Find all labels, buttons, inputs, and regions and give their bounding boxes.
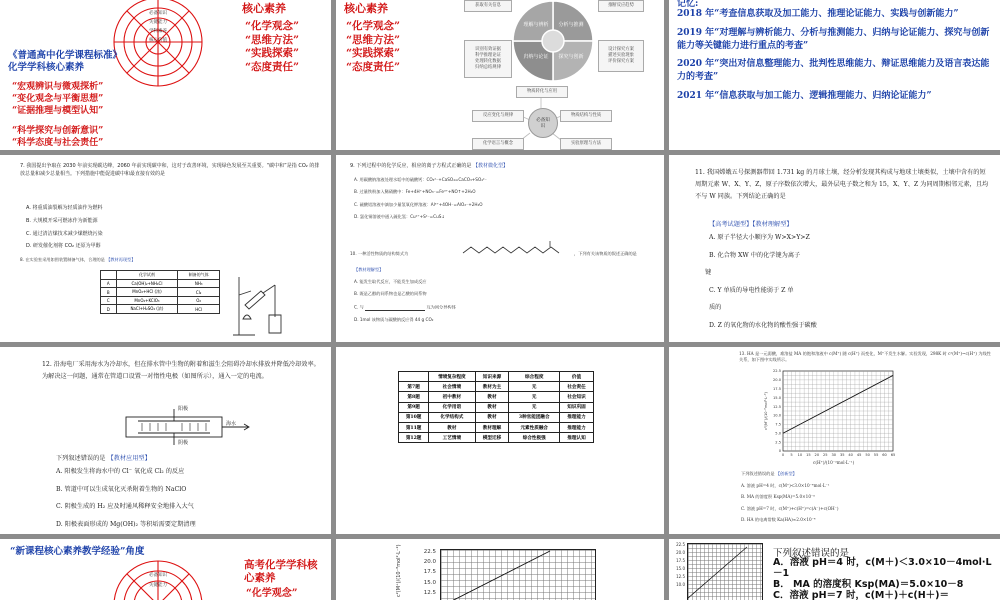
- side-list: [245, 20, 299, 75]
- table-cell: 教材: [475, 402, 509, 412]
- x-tick-label: 55: [873, 453, 879, 457]
- table-cell: D: [101, 305, 117, 314]
- exam-year-row: 2021 年“信息获取与加工能力、逻辑推理能力、归纳论证能力”: [677, 90, 932, 101]
- y-tick: 17.5: [676, 558, 685, 563]
- slide-thumbnail-4[interactable]: [0, 155, 331, 342]
- knowledge-box-top: 物质转化与应用: [516, 86, 568, 98]
- q13-lead: [741, 471, 797, 477]
- slide-thumbnail-3[interactable]: [669, 0, 1000, 150]
- option: B. 管道中可以生成氧化灭杀附着生物的 NaClO: [56, 485, 187, 493]
- side-item: “化学观念”: [246, 588, 298, 599]
- option-c-start: C. 与: [354, 304, 364, 310]
- apparatus-illustration: [225, 267, 285, 339]
- memo-head: 记忆:: [677, 0, 699, 9]
- q9-options: [354, 177, 654, 220]
- q10-tag: 【教材理解型】: [354, 267, 384, 272]
- table-cell: 教材: [429, 422, 475, 432]
- table-header: 知识来源: [475, 372, 509, 382]
- y-tick-label: 5.0: [775, 431, 781, 436]
- table-cell: Cl₂: [178, 288, 220, 297]
- q11-options: [705, 233, 989, 331]
- slide-title: “新课程核心素养教学经验”角度: [10, 546, 145, 557]
- option: C. 硫酸铝溶液中滴加少量氢氧化钾溶液：Al³⁺+4OH⁻=AlO₂⁻+2H₂O: [354, 201, 483, 207]
- question-8: [20, 257, 320, 263]
- box-line: 描述实验现象: [608, 52, 634, 58]
- chart-line-zoom: [687, 543, 761, 600]
- q13-options: [773, 558, 995, 600]
- box-line: 归纳总结规律: [475, 65, 501, 71]
- chart-y-label-text: c²(M⁺)/(10⁻⁸mol²·L⁻²): [396, 544, 402, 597]
- chart-plot-area: [764, 369, 895, 457]
- exam-year-row: 2020 年“突出对信息整理能力、批判性思维能力、辩证思维能力及语言表达能力的考查”: [677, 59, 990, 83]
- option: C．溶液 pH＝7 时，c(M＋)＋c(H＋)＝: [773, 589, 949, 600]
- pie-label-1: 理解与辨析: [523, 22, 549, 28]
- table-row: [101, 288, 220, 297]
- option: B. 大规模开采可燃冰作为新能源: [26, 217, 98, 224]
- side-item: “态度责任”: [245, 60, 300, 73]
- x-tick-label: 0: [781, 453, 785, 457]
- question-7: 7. 我国提出争取在 2030 年前实现碳达峰，2060 年前实现碳中和，这对于改善环境，实现绿色发展至关重要。“碳中和”是指 CO₂ 的排放总量和减少总量相当。下列措施中能促进碳中和最直接有效的是: [20, 163, 320, 177]
- x-tick-label: 10: [797, 453, 803, 457]
- side-item: “思维方法”: [346, 33, 401, 46]
- slide-thumbnail-11[interactable]: [336, 539, 664, 600]
- option: 键: [705, 269, 712, 277]
- question-9: [350, 163, 655, 171]
- option: A. 阳极发生将海水中的 Cl⁻ 氧化成 Cl₂ 的反应: [56, 468, 185, 475]
- structure-formula: [461, 241, 571, 259]
- table-cell: 推理能力: [560, 422, 594, 432]
- y-tick: 10.0: [676, 582, 685, 587]
- q10-tail-text: ，下列有关该物质的叙述正确的是: [574, 251, 637, 256]
- option: A. 溶液 pH=4 时，c(M⁺)<3.0×10⁻⁴mol·L⁻¹: [741, 483, 830, 488]
- q13-lead-text: 下列叙述错误的是: [741, 471, 775, 476]
- slide-thumbnail-10[interactable]: [0, 539, 331, 600]
- q10-tail: [574, 251, 662, 257]
- question-12: 12. 沿海电厂采用海水为冷却水，但在排水管中生物的附着和滋生会阻碍冷却水排放并降低冷却效率。为解决这一问题，通常在管道口设置一对惰性电极（如图所示），通入一定的电流。: [42, 361, 320, 381]
- option: D. Z 的氧化物的水化物的酸性强于碳酸: [709, 321, 817, 329]
- table-cell: 初中教材: [429, 392, 475, 402]
- exam-year-list: [677, 8, 995, 103]
- q10-text: 10. 一种活性物质的结构简式为: [350, 251, 409, 256]
- knowledge-box-right: 物质结构与性质: [560, 110, 612, 122]
- side-item: “实践探索”: [346, 47, 401, 60]
- y-tick-label: 15.0: [772, 395, 781, 400]
- question-13: 13. HA 是一元弱酸，难溶盐 MA 的饱和溶液中 c(M⁺) 随 c(H⁺) 而变化，M⁺不发生水解。实验发现，298K 时 c²(M⁺)~c(H⁺) 为线性关系，如下图中实线所示。: [739, 351, 991, 363]
- table-row: [101, 280, 220, 288]
- option: B. MA 的溶度积 Ksp(MA)=5.0×10⁻⁸: [741, 494, 815, 500]
- box-line: 处理转化数据: [475, 59, 501, 64]
- chart-y-label: [396, 541, 406, 599]
- option: D. 1mol 该物质与碳酸钠反应得 44 g CO₂: [354, 316, 434, 322]
- table-row: [399, 382, 594, 392]
- table-cell: 第9题: [399, 402, 429, 412]
- pie-label-3: 归纳与论证: [523, 54, 549, 60]
- y-tick: 20.0: [676, 550, 685, 555]
- x-tick-label: 50: [865, 453, 870, 457]
- slide-thumbnail-8[interactable]: [336, 347, 664, 534]
- x-tick-label: 5: [790, 453, 793, 457]
- side-title: 核心素养: [242, 2, 286, 15]
- side-item: “化学观念”: [346, 20, 401, 32]
- table-header: 制备的气体: [178, 271, 220, 280]
- slide-thumbnail-2[interactable]: [336, 0, 664, 150]
- side-item: “实践探索”: [245, 47, 300, 60]
- table-cell: NaCl+H₂SO₄ (浓): [116, 305, 178, 314]
- table-row: [399, 412, 594, 422]
- y-tick: 17.5: [423, 569, 436, 576]
- table-cell: MnO₂+HCl (浓): [116, 288, 178, 297]
- slide-thumbnail-9[interactable]: [669, 347, 1000, 534]
- chart-x-label: c(H⁺)/(10⁻⁵mol·L⁻¹): [813, 460, 855, 465]
- table-header: 综合程度: [509, 372, 560, 382]
- table-cell: 第11题: [399, 422, 429, 432]
- side-title: 核心素养: [344, 2, 388, 15]
- slide-thumbnail-6[interactable]: [669, 155, 1000, 342]
- option: D. HA 的电离常数 Ka(HA)≈2.0×10⁻⁴: [741, 516, 816, 522]
- slide-thumbnail-5[interactable]: [336, 155, 664, 342]
- x-tick-label: 65: [890, 453, 896, 457]
- option: B. 过量铁粉加入稀硝酸中：Fe+4H⁺+NO₃⁻=Fe³⁺+NO↑+2H₂O: [354, 189, 476, 195]
- box-line: 识别有效证据: [475, 46, 501, 52]
- table-cell: C: [101, 297, 117, 305]
- table-row: [399, 402, 594, 412]
- y-tick: 15.0: [676, 566, 685, 571]
- seawater-label: 海水: [226, 421, 237, 427]
- y-tick: 20.0: [423, 559, 436, 566]
- slide-thumbnail-1[interactable]: [0, 0, 331, 150]
- literacy-list: [12, 82, 132, 149]
- x-tick-label: 15: [806, 453, 811, 457]
- pie-label-4: 探究与创新: [558, 54, 584, 60]
- q13-options: [741, 483, 991, 523]
- literacy-item: “宏观辨识与微观探析”: [12, 82, 104, 92]
- question-analysis-table: [398, 371, 594, 443]
- table-cell: A: [101, 280, 117, 288]
- ability-box-top: 获取有关信息: [464, 0, 512, 12]
- q9-tag: 【教材微化型】: [472, 163, 508, 169]
- table-cell: B: [101, 288, 117, 297]
- knowledge-diagram-links: [336, 0, 664, 150]
- core-literacy-wheel: [112, 0, 204, 92]
- table-header-blank: [399, 372, 429, 382]
- knowledge-box-bottom-right: 实验原理与方法: [560, 138, 612, 150]
- table-cell: 无: [509, 382, 560, 392]
- q10-tag-line: [354, 267, 383, 273]
- x-tick-label: 45: [856, 453, 862, 457]
- option: B． MA 的溶度积 Ksp(MA)＝5.0×10－8: [773, 578, 964, 590]
- box-line: 科学推理论证: [475, 52, 501, 58]
- table-row: [399, 433, 594, 443]
- wheel-label-4: 核心价值: [149, 38, 167, 43]
- exam-year-row: 2019 年“对理解与辨析能力、分析与推测能力、归纳与论证能力、探究与创新能力等关键能力进行重点的考查”: [677, 27, 990, 51]
- wheel-label-1: 必备知识: [149, 11, 167, 16]
- cathode-label: 阴极: [178, 440, 189, 446]
- table-cell: 社会责任: [560, 382, 594, 392]
- slide-thumbnail-7[interactable]: [0, 347, 331, 534]
- isomer-structure: [365, 304, 425, 311]
- table-cell: 模型迁移: [475, 433, 509, 443]
- table-cell: 第7题: [399, 382, 429, 392]
- table-cell: 化学用语: [429, 402, 475, 412]
- q12-lead: [56, 453, 151, 462]
- wheel-label-3: 学科素养: [149, 29, 167, 34]
- option: B. 化合物 XW 中的化学键为离子: [709, 251, 801, 259]
- side-list: [246, 587, 298, 600]
- literacy-item: “变化观念与平衡思想”: [12, 93, 104, 104]
- y-tick-label: 2.5: [775, 440, 781, 445]
- option: C. Y 单质的导电性能弱于 Z 单: [709, 286, 794, 294]
- standard-book-title: 《普通高中化学课程标准》化学学科核心素养: [8, 50, 123, 74]
- option: C. 阴极生成的 H₂ 应及时通风稀释安全地排入大气: [56, 503, 194, 511]
- option: D. 阳极表面形成的 Mg(OH)₂ 等积垢需要定期清理: [56, 520, 196, 528]
- table-cell: 3种官能团融合: [509, 412, 560, 422]
- question-11: 11. 我国嫦娥五号探测器带回 1.731 kg 的月球土壤，经分析发现其构成与地球土壤类似，土壤中含有的短周期元素 W、X、Y、Z，原子序数依次增大，最外层电子数之和为 15，X、Y、Z 为同周期相邻元素，且均不与 W 同族。下列结论正确的是: [695, 169, 989, 200]
- table-row: [399, 392, 594, 402]
- wheel-label-2: 关键能力: [149, 20, 167, 25]
- x-tick-label: 35: [839, 453, 845, 457]
- option: 质的: [709, 304, 722, 312]
- option: A. 用碳酸钠溶液处理水垢中的硫酸钙：CO₃²⁻+CaSO₄=CaCO₃+SO₄²⁻: [354, 177, 487, 182]
- q8-tag: 【教材再现型】: [106, 257, 136, 262]
- knowledge-center-label: 必备知识: [536, 118, 550, 129]
- q12-options: [56, 467, 326, 530]
- table-cell: 无: [509, 402, 560, 412]
- box-line: 评价探究方案: [608, 59, 634, 64]
- literacy-item: “科学探究与创新意识”: [12, 125, 104, 136]
- table-cell: 教材: [475, 412, 509, 422]
- y-tick: 12.5: [676, 574, 685, 579]
- reagent-table: [100, 270, 220, 314]
- ksp-chart: [761, 367, 901, 463]
- wheel-label-1: 必备知识: [149, 573, 167, 578]
- table-cell: 第8题: [399, 392, 429, 402]
- q12-tag: 【教材应用型】: [107, 455, 151, 462]
- side-item: “化学观念”: [245, 20, 300, 32]
- anode-label: 阳极: [178, 406, 189, 412]
- side-item: “态度责任”: [346, 60, 401, 73]
- table-cell: Ca(OH)₂+NH₄Cl: [116, 280, 178, 288]
- q9-text: 9. 下列过程中的化学反应，相应的离子方程式正确的是: [350, 163, 472, 169]
- side-item: “思维方法”: [245, 33, 300, 46]
- table-cell: 教材理解: [475, 422, 509, 432]
- y-tick-labels: [673, 541, 685, 589]
- option: A. 原子半径大小顺序为 W>X>Y>Z: [709, 234, 810, 241]
- core-literacy-wheel: [112, 559, 204, 600]
- y-tick: 22.5: [423, 549, 436, 555]
- table-row: [101, 305, 220, 314]
- table-cell: HCl: [178, 305, 220, 314]
- table-cell: 教材: [475, 392, 509, 402]
- table-row: [399, 422, 594, 432]
- x-tick-label: 30: [831, 453, 837, 457]
- table-header: 价值: [560, 372, 594, 382]
- option: D. 氯化铜溶液中通入硫化氢：Cu²⁺+S²⁻=CuS↓: [354, 213, 445, 219]
- q10-options: [354, 279, 654, 323]
- table-cell: 综合性极强: [509, 433, 560, 443]
- y-tick-label: 7.5: [775, 422, 781, 427]
- table-cell: 推理能力: [560, 412, 594, 422]
- y-tick-label: 22.5: [772, 369, 781, 374]
- q13-tag: 【创新型】: [775, 471, 797, 476]
- y-tick: 12.5: [423, 589, 436, 596]
- option: C. 溶液 pH=7 时，c(M⁺)+c(H⁺)=c(A⁻)+c(OH⁻): [741, 505, 839, 511]
- q13-lead: 下列叙述错误的是: [773, 548, 850, 559]
- table-cell: 第12题: [399, 433, 429, 443]
- knowledge-box-bottom-left: 化学语言与概念: [472, 138, 524, 150]
- table-cell: 社会情境: [429, 382, 475, 392]
- option: D. 研发催化剂将 CO₂ 还原为甲醇: [26, 243, 101, 250]
- table-cell: NH₃: [178, 280, 220, 288]
- option: A. 将重质油裂解为轻质油作为燃料: [26, 205, 103, 211]
- y-tick-labels: [420, 547, 436, 598]
- pie-label-2: 分析与推测: [558, 22, 584, 28]
- table-cell: O₂: [178, 297, 220, 305]
- option: B. 既是乙醇的同系物也是乙酸的同系物: [354, 291, 427, 297]
- table-header: 情境复杂程度: [429, 372, 475, 382]
- table-cell: 无: [509, 392, 560, 402]
- x-tick-label: 60: [882, 453, 887, 457]
- table-cell: 工艺情境: [429, 433, 475, 443]
- table-cell: 推理认知: [560, 433, 594, 443]
- y-tick-label: 0: [778, 449, 781, 454]
- ability-box-right-top: 推断反应趋势: [598, 0, 644, 12]
- option: [354, 304, 654, 311]
- literacy-item: “科学态度与社会责任”: [12, 137, 104, 148]
- table-cell: 化学结构式: [429, 412, 475, 422]
- box-line: 设计探究方案: [608, 46, 634, 52]
- table-row: [101, 297, 220, 305]
- exam-year-row: 2018 年“考查信息获取及加工能力、推理论证能力、实践与创新能力”: [677, 9, 959, 19]
- table-header: [101, 271, 117, 280]
- side-title: 高考化学学科核心素养: [244, 559, 318, 584]
- y-tick: 22.5: [676, 542, 685, 547]
- y-tick-label: 20.0: [772, 378, 781, 383]
- table-cell: 知识巩固: [560, 402, 594, 412]
- y-tick-label: 12.5: [772, 404, 781, 409]
- x-tick-label: 20: [814, 453, 820, 457]
- literacy-item: “证据推理与模型认知”: [12, 105, 104, 116]
- table-cell: 元素性质融合: [509, 422, 560, 432]
- table-cell: 社会知识: [560, 392, 594, 402]
- x-tick-label: 40: [848, 453, 853, 457]
- q8-text: 8. 在实验室采用如图装置制备气体，合理的是: [20, 257, 105, 262]
- knowledge-box-left: 反应变化与规律: [472, 110, 524, 122]
- y-tick-label: 10.0: [772, 413, 781, 418]
- q7-options: [26, 205, 316, 251]
- chart-line-zoom: [440, 549, 594, 600]
- knowledge-center: [528, 108, 558, 138]
- q12-lead-text: 下列叙述错误的是: [56, 455, 106, 462]
- chart-y-axis-label: c²(M⁺)/(10⁻⁸mol²·L⁻²): [764, 392, 768, 430]
- table-cell: 教材为主: [475, 382, 509, 392]
- table-header: 化学试剂: [116, 271, 178, 280]
- q11-tag: 【高考试题型】【教材理解型】: [709, 221, 793, 228]
- y-tick-label: 17.5: [772, 386, 781, 391]
- option: A. 能发生取代反应，不能发生加成反应: [354, 279, 427, 284]
- wheel-label-2: 关键能力: [149, 583, 167, 588]
- option-c-end: 互为同分异构体: [426, 304, 456, 310]
- y-tick: 15.0: [423, 579, 436, 586]
- table-cell: MnO₂+KClO₃: [116, 297, 178, 305]
- x-tick-label: 25: [823, 453, 828, 457]
- option: C. 通过清洁煤技术减少煤燃烧污染: [26, 230, 103, 237]
- slide-thumbnail-12[interactable]: [669, 539, 1000, 600]
- table-cell: 第10题: [399, 412, 429, 422]
- option: A．溶液 pH＝4 时，c(M＋)＜3.0×10－4mol·L－1: [773, 557, 992, 579]
